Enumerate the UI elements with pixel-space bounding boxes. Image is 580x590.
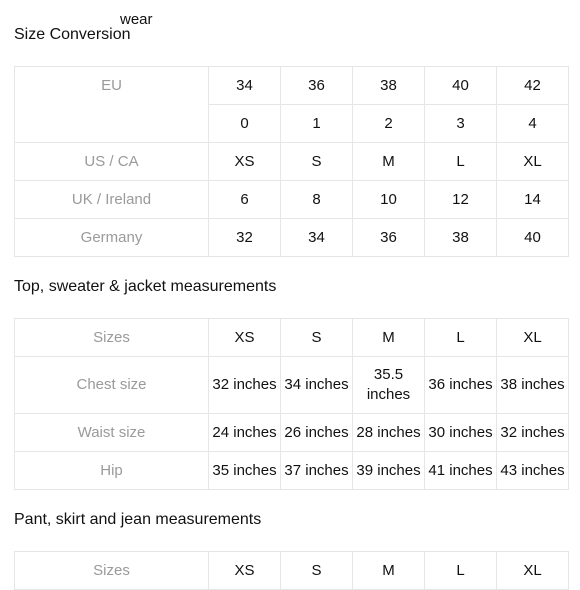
row-label: Chest size: [15, 357, 209, 414]
table-row: [15, 67, 569, 105]
table-row: [15, 181, 569, 219]
table-cell: 2: [353, 105, 425, 143]
table-cell: 40: [497, 219, 569, 257]
table-cell: XL: [497, 552, 569, 590]
table-cell: L: [425, 552, 497, 590]
section-heading-top: Top, sweater & jacket measurements: [14, 278, 277, 295]
table-cell: 14: [497, 181, 569, 219]
table-cell: 42: [497, 67, 569, 105]
table-cell: 30 inches: [425, 414, 497, 452]
table-cell: L: [425, 143, 497, 181]
table-row: [15, 414, 569, 452]
table-row: [15, 552, 569, 590]
table-cell: 6: [209, 181, 281, 219]
table-cell: S: [281, 552, 353, 590]
table-cell: 0: [209, 105, 281, 143]
top-measurements-table: [14, 318, 569, 490]
table-cell: 10: [353, 181, 425, 219]
table-cell: 34: [281, 219, 353, 257]
row-label: Hip: [15, 452, 209, 490]
table-row: [15, 219, 569, 257]
row-label: US / CA: [15, 143, 209, 181]
table-cell: 1: [281, 105, 353, 143]
table-cell: 39 inches: [353, 452, 425, 490]
table-cell: M: [353, 319, 425, 357]
table-cell: 26 inches: [281, 414, 353, 452]
table-cell: 32 inches: [497, 414, 569, 452]
table-cell: 32 inches: [209, 357, 281, 414]
table-cell: 12: [425, 181, 497, 219]
table-cell: 38: [425, 219, 497, 257]
table-cell: 8: [281, 181, 353, 219]
row-label: Germany: [15, 219, 209, 257]
table-cell: S: [281, 143, 353, 181]
row-label: Sizes: [15, 552, 209, 590]
table-row: [15, 143, 569, 181]
table-cell: M: [353, 143, 425, 181]
table-cell: 36 inches: [425, 357, 497, 414]
table-cell: 3: [425, 105, 497, 143]
table-cell: M: [353, 552, 425, 590]
table-cell: XL: [497, 319, 569, 357]
table-cell: 34 inches: [281, 357, 353, 414]
table-cell: 32: [209, 219, 281, 257]
table-cell: 41 inches: [425, 452, 497, 490]
table-cell: 35 inches: [209, 452, 281, 490]
table-cell: 43 inches: [497, 452, 569, 490]
row-label: UK / Ireland: [15, 181, 209, 219]
table-cell: L: [425, 319, 497, 357]
table-cell: 36: [281, 67, 353, 105]
row-label: EU: [101, 77, 122, 94]
section-heading-pant: Pant, skirt and jean measurements: [14, 511, 262, 528]
table-row: [15, 452, 569, 490]
table-row: [15, 319, 569, 357]
page-title: Size Conversion: [14, 26, 131, 43]
pant-measurements-table: [14, 551, 569, 590]
row-label-eu: [15, 67, 209, 143]
table-cell: 28 inches: [353, 414, 425, 452]
row-label: Sizes: [15, 319, 209, 357]
table-cell: 35.5 inches: [353, 357, 425, 414]
table-cell: XS: [209, 319, 281, 357]
size-conversion-table: [14, 66, 569, 257]
table-cell: S: [281, 319, 353, 357]
table-cell: XL: [497, 143, 569, 181]
table-cell: 38: [353, 67, 425, 105]
table-cell: 40: [425, 67, 497, 105]
table-cell: XS: [209, 143, 281, 181]
header-superscript: wear: [120, 11, 153, 28]
table-row: [15, 357, 569, 414]
table-cell: XS: [209, 552, 281, 590]
table-cell: 4: [497, 105, 569, 143]
row-label: Waist size: [15, 414, 209, 452]
table-cell: 38 inches: [497, 357, 569, 414]
table-cell: 36: [353, 219, 425, 257]
table-cell: 24 inches: [209, 414, 281, 452]
table-cell: 34: [209, 67, 281, 105]
table-cell: 37 inches: [281, 452, 353, 490]
